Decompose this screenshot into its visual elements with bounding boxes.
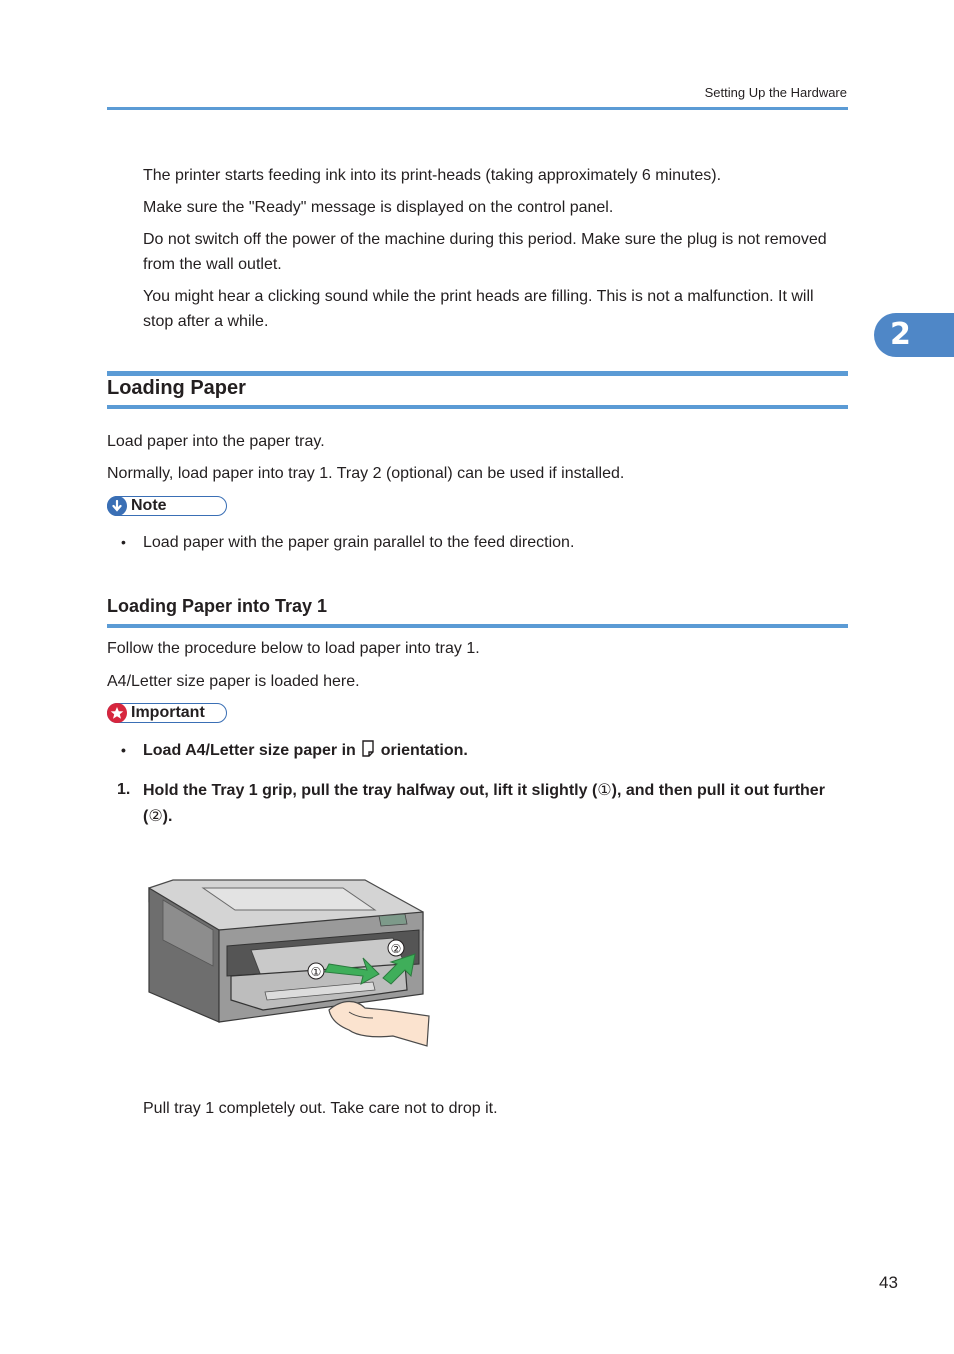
subheading-rule bbox=[107, 624, 848, 628]
page-number: 43 bbox=[879, 1273, 898, 1292]
circled-two: ② bbox=[148, 806, 163, 825]
note-badge bbox=[107, 496, 227, 516]
intro-paragraph-3: Do not switch off the power of the machine during this period. Make sure the plug is not removed from the wall outlet. bbox=[143, 231, 827, 273]
loading-paper-paragraph-2: Normally, load paper into tray 1. Tray 2 (optional) can be used if installed. bbox=[107, 465, 625, 482]
intro-paragraph-4: You might hear a clicking sound while the print heads are filling. This is not a malfunction. It will stop after a while. bbox=[143, 288, 814, 330]
running-header: Setting Up the Hardware bbox=[704, 85, 847, 100]
step-1-text-part3: ). bbox=[162, 808, 173, 825]
important-badge bbox=[107, 703, 227, 723]
chapter-number: 2 bbox=[890, 317, 911, 352]
note-bullet-item bbox=[121, 530, 826, 555]
portrait-page-icon bbox=[362, 740, 374, 757]
step-1-text-part1: Hold the Tray 1 grip, pull the tray halfway out, lift it slightly ( bbox=[143, 782, 598, 799]
bullet-icon: • bbox=[121, 742, 126, 758]
chapter-tab bbox=[874, 313, 954, 357]
important-label: Important bbox=[131, 704, 205, 721]
heading-rule-top bbox=[107, 371, 848, 376]
bullet-icon: • bbox=[121, 534, 126, 550]
step-1-text-part2: ), and then pull it out further ( bbox=[143, 782, 825, 825]
loading-paper-paragraph-1: Load paper into the paper tray. bbox=[107, 433, 325, 450]
step-1-instruction bbox=[143, 777, 848, 829]
step-number: 1. bbox=[117, 781, 131, 798]
figure-callout-1: ① bbox=[310, 965, 322, 979]
note-label: Note bbox=[131, 497, 167, 514]
important-bullet-text-before: Load A4/Letter size paper in bbox=[143, 742, 356, 759]
section-heading-loading-paper: Loading Paper bbox=[107, 377, 246, 399]
heading-rule-bottom bbox=[107, 405, 848, 409]
printer-illustration-svg bbox=[143, 860, 433, 1050]
star-icon bbox=[107, 703, 127, 723]
important-bullet-text-after: orientation. bbox=[380, 742, 468, 759]
intro-paragraph-1: The printer starts feeding ink into its print-heads (taking approximately 6 minutes). bbox=[143, 167, 722, 184]
figure-callout-2: ② bbox=[390, 942, 402, 956]
intro-paragraph-2: Make sure the "Ready" message is displayed on the control panel. bbox=[143, 199, 614, 216]
tray1-paragraph-2: A4/Letter size paper is loaded here. bbox=[107, 673, 360, 690]
subsection-heading-tray1: Loading Paper into Tray 1 bbox=[107, 596, 328, 616]
circled-one: ① bbox=[597, 780, 612, 799]
tray1-paragraph-1: Follow the procedure below to load paper into tray 1. bbox=[107, 640, 480, 657]
down-arrow-icon bbox=[107, 496, 127, 516]
header-rule bbox=[107, 107, 848, 110]
printer-tray-illustration bbox=[143, 860, 433, 1050]
figure-caption: Pull tray 1 completely out. Take care not to drop it. bbox=[143, 1100, 498, 1117]
note-bullet-text: Load paper with the paper grain parallel to the feed direction. bbox=[143, 534, 575, 551]
important-bullet-item bbox=[121, 738, 848, 763]
